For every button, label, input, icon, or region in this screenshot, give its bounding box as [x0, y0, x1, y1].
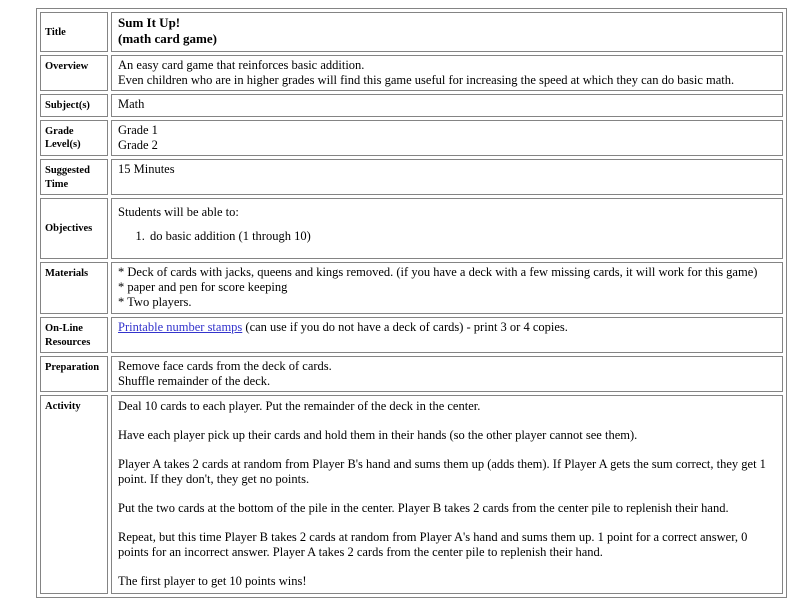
objectives-intro: Students will be able to:	[118, 205, 239, 220]
row-label-subjects: Subject(s)	[40, 94, 108, 117]
activity-paragraph: Deal 10 cards to each player. Put the remainder of the deck in the center.	[118, 399, 481, 414]
table-row-online-resources	[40, 317, 783, 353]
table-row-objectives	[40, 198, 783, 259]
overview-line: An easy card game that reinforces basic addition.	[118, 58, 365, 72]
subjects-cell: Math	[111, 94, 783, 117]
activity-paragraph: Repeat, but this time Player B takes 2 cards at random from Player A's hand and sums them up. 1 point for a correct answer, 0 points for an incorrect answer. Player A takes 2 cards from the center pile to replenish their hand.	[118, 530, 748, 560]
grade-level-line: Grade 2	[118, 137, 158, 152]
table-row-grade-levels	[40, 120, 783, 156]
objectives-list-item: 1. do basic addition (1 through 10)	[148, 229, 776, 244]
preparation-line: Remove face cards from the deck of cards.	[118, 359, 332, 374]
table-row-title	[40, 12, 783, 52]
table-row-subjects	[40, 94, 783, 117]
table-row-suggested-time	[40, 159, 783, 195]
row-label-preparation: Preparation	[40, 356, 108, 392]
online-resources-cell	[111, 317, 783, 353]
objectives-list	[118, 229, 776, 244]
table-row-activity	[40, 395, 783, 594]
activity-paragraph: Player A takes 2 cards at random from Player B's hand and sums them up (adds them). If Player A gets the sum correct, they get 1 point. If they don't, they get no points.	[118, 457, 766, 487]
printable-number-stamps-link[interactable]: Printable number stamps	[118, 320, 243, 335]
overview-cell	[111, 55, 783, 91]
grade-level-line: Grade 1	[118, 122, 158, 137]
materials-cell	[111, 262, 783, 314]
activity-paragraph: Put the two cards at the bottom of the pile in the center. Player B takes 2 cards from the center pile to replenish their hand.	[118, 501, 729, 516]
materials-line: * paper and pen for score keeping	[118, 280, 288, 295]
activity-paragraph: The first player to get 10 points wins!	[118, 574, 307, 589]
activity-cell	[111, 395, 783, 594]
row-label-suggested-time: Suggested Time	[40, 159, 108, 195]
preparation-line: Shuffle remainder of the deck.	[118, 374, 271, 389]
row-label-activity: Activity	[40, 395, 108, 594]
objectives-cell	[111, 198, 783, 259]
row-label-grade-levels: Grade Level(s)	[40, 120, 108, 156]
preparation-cell	[111, 356, 783, 392]
materials-line: * Two players.	[118, 295, 192, 310]
table-row-overview	[40, 55, 783, 91]
row-label-overview: Overview	[40, 55, 108, 91]
title-cell	[111, 12, 783, 52]
game-title: Sum It Up!	[118, 15, 181, 30]
table-row-materials	[40, 262, 783, 314]
lesson-plan-table	[36, 8, 787, 598]
row-label-objectives: Objectives	[40, 198, 108, 259]
game-subtitle: (math card game)	[118, 30, 217, 46]
row-label-materials: Materials	[40, 262, 108, 314]
online-resources-text: (can use if you do not have a deck of cards) - print 3 or 4 copies.	[242, 320, 568, 335]
row-label-online-resources: On-Line Resources	[40, 317, 108, 353]
row-label-title: Title	[40, 12, 108, 52]
overview-line: Even children who are in higher grades will find this game useful for increasing the speed at which they can do basic math.	[118, 73, 735, 87]
materials-line: * Deck of cards with jacks, queens and kings removed. (if you have a deck with a few missing cards, it will work for this game)	[118, 265, 758, 280]
activity-paragraph: Have each player pick up their cards and hold them in their hands (so the other player cannot see them).	[118, 428, 638, 443]
suggested-time-cell: 15 Minutes	[111, 159, 783, 195]
grade-levels-cell	[111, 120, 783, 156]
table-row-preparation	[40, 356, 783, 392]
